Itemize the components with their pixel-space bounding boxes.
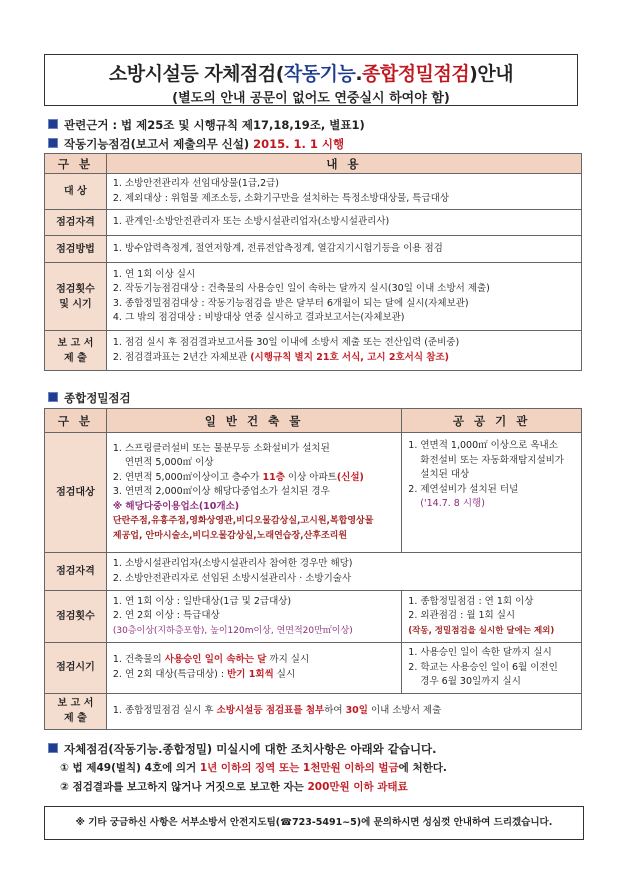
frequency-public-cell: 1. 종합정밀점검 : 연 1회 이상 2. 외관점검 : 월 1회 실시 (작동, 정밀점검을 실시한 달에는 제외) bbox=[402, 591, 582, 643]
row-label-report: 보 고 서 제 출 bbox=[45, 693, 107, 729]
col-header-general: 일 반 건 축 물 bbox=[106, 409, 401, 433]
inspection-table-1 bbox=[44, 153, 582, 371]
row-label-frequency: 점검횟수 및 시기 bbox=[45, 263, 107, 331]
page-title: 소방시설등 자체점검(작동기능.종합정밀점검)안내 bbox=[108, 63, 514, 85]
row-label-qualification: 점검자격 bbox=[45, 210, 107, 236]
square-bullet-icon bbox=[48, 392, 58, 402]
row-label-target: 대 상 bbox=[45, 174, 107, 210]
col-header-category: 구 분 bbox=[45, 154, 107, 174]
timing-general-cell: 1. 건축물의 사용승인 일이 속하는 달 까지 실시 2. 연 2회 대상(특급대상) : 반기 1회씩 실시 bbox=[106, 643, 401, 694]
method-cell: 1. 방수압력측정계, 절연저항계, 전류전압측정계, 열감지기시험기등을 이용 점검 bbox=[106, 236, 581, 263]
target-general-cell: 1. 스프링클러설비 또는 물분무등 소화설비가 설치된 연면적 5,000㎡ 이상 2. 연면적 5,000㎡이상이고 층수가 11층 이상 아파트(신설) 3. 연면적 2,000㎡이상 해당다중업소가 설치된 경우 ※ 해당다중이용업소(10개소) 단란주점,유흥주점,영화상영관,비디오물감상실,고시원,복합영상물 제공업, 안마시술소,비디오물감상실,노래연습장,산후조리원 bbox=[106, 433, 401, 553]
row-label-method: 점검방법 bbox=[45, 236, 107, 263]
report-cell: 1. 점검 실시 후 점검결과보고서를 30일 이내에 소방서 제출 또는 전산입력 (준비중) 2. 점검결과표는 2년간 자체보관 (시행규칙 별지 21호 서식, 고시 2호서식 참조) bbox=[106, 331, 581, 371]
square-bullet-icon bbox=[48, 138, 58, 148]
col-header-category: 구 분 bbox=[45, 409, 107, 433]
qualification-cell: 1. 소방시설관리업자(소방시설관리사 참여한 경우만 해당) 2. 소방안전관리자로 선임된 소방시설관리사 · 소방기술사 bbox=[106, 553, 581, 591]
timing-public-cell: 1. 사용승인 일이 속한 달까지 실시 2. 학교는 사용승인 일이 6월 이전인 경우 6월 30일까지 실시 bbox=[402, 643, 582, 694]
row-label-report: 보 고 서 제 출 bbox=[45, 331, 107, 371]
row-label-target: 점검대상 bbox=[45, 433, 107, 553]
square-bullet-icon bbox=[48, 743, 58, 753]
col-header-content: 내 용 bbox=[106, 154, 581, 174]
penalty-item-1: ① 법 제49(벌칙) 4호에 의거 1년 이하의 징역 또는 1천만원 이하의 벌금에 처한다. bbox=[60, 762, 447, 774]
target-public-cell: 1. 연면적 1,000㎡ 이상으로 옥내소 화전설비 또는 자동화재탐지설비가 설치된 대상 2. 제연설비가 설치된 터널 ('14.7. 8 시행) bbox=[402, 433, 582, 553]
frequency-cell: 1. 연 1회 이상 실시 2. 작동기능점검대상 : 건축물의 사용승인 일이 속하는 달까지 실시(30일 이내 소방서 제출) 3. 종합정밀점검대상 : 작동기능점검을 받은 달부터 6개월이 되는 달에 실시(자체보관) 4. 그 밖의 점검대상 : 비방대상 연중 실시하고 결과보고서는(자체보관) bbox=[106, 263, 581, 331]
penalty-heading: 자체점검(작동기능.종합정밀) 미실시에 대한 조치사항은 아래와 같습니다. bbox=[48, 740, 447, 759]
row-label-frequency: 점검횟수 bbox=[45, 591, 107, 643]
page-subtitle: (별도의 안내 공문이 없어도 연중실시 하여야 함) bbox=[172, 91, 450, 106]
qualification-cell: 1. 관계인·소방안전관리자 또는 소방시설관리업자(소방시설관리사) bbox=[106, 210, 581, 236]
row-label-timing: 점검시기 bbox=[45, 643, 107, 694]
col-header-public: 공 공 기 관 bbox=[402, 409, 582, 433]
report-cell: 1. 종합정밀점검 실시 후 소방시설등 점검표를 첨부하여 30일 이내 소방서 제출 bbox=[106, 693, 581, 729]
penalty-notes bbox=[48, 740, 447, 797]
section2-heading: 종합정밀점검 bbox=[48, 390, 131, 406]
section1-heading: 작동기능점검(보고서 제출의무 신설) 2015. 1. 1 시행 bbox=[48, 136, 344, 152]
square-bullet-icon bbox=[48, 119, 58, 129]
frequency-general-cell: 1. 연 1회 이상 : 일반대상(1급 및 2급대상) 2. 연 2회 이상 : 특급대상 (30층이상(지하층포함), 높이120m이상, 연면적20만㎡이상) bbox=[106, 591, 401, 643]
target-cell: 1. 소방안전관리자 선임대상물(1급,2급) 2. 제외대상 : 위험물 제조소등, 소화기구만을 설치하는 특정소방대상물, 특급대상 bbox=[106, 174, 581, 210]
footer-contact: ※ 기타 궁금하신 사항은 서부소방서 안전지도팀(☎723-5491~5)에 문의하시면 성심껏 안내하여 드리겠습니다. bbox=[44, 806, 584, 840]
inspection-table-2 bbox=[44, 408, 582, 730]
title-box bbox=[44, 54, 578, 106]
penalty-item-2: ② 점검결과를 보고하지 않거나 거짓으로 보고한 자는 200만원 이하 과태료 bbox=[60, 781, 408, 793]
row-label-qualification: 점검자격 bbox=[45, 553, 107, 591]
basis-line: 관련근거 : 법 제25조 및 시행규칙 제17,18,19조, 별표1) bbox=[48, 117, 365, 133]
